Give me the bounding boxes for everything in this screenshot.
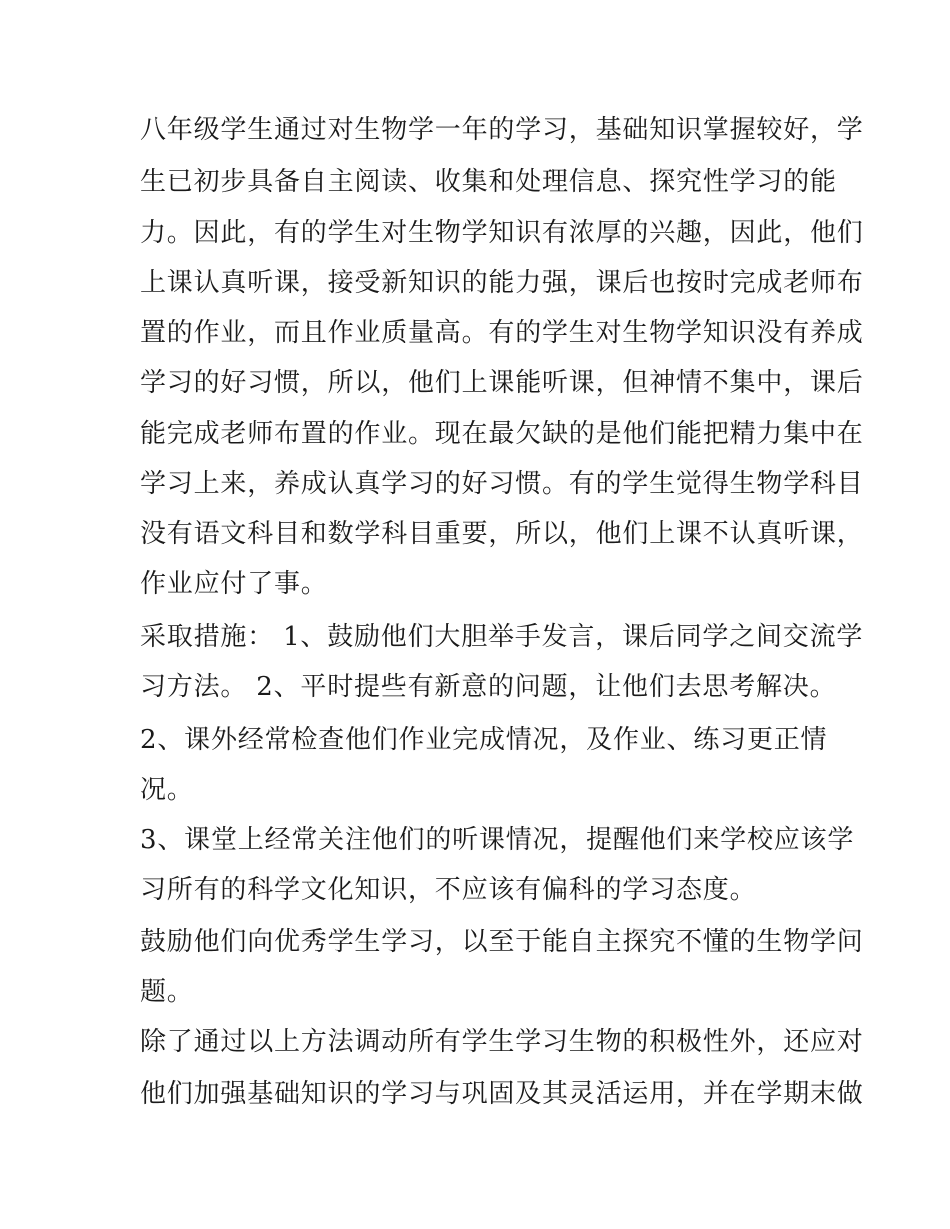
text-line: 学习上来，养成认真学习的好习惯。有的学生觉得生物学科目 [140, 469, 864, 499]
text-line: 能完成老师布置的作业。现在最欠缺的是他们能把精力集中在 [140, 419, 864, 449]
text-line: 除了通过以上方法调动所有学生学习生物的积极性外，还应对 [140, 1027, 864, 1057]
text-line: 3、课堂上经常关注他们的听课情况，提醒他们来学校应该学 [140, 825, 855, 855]
text-line: 鼓励他们向优秀学生学习，以至于能自主探究不懂的生物学问 [140, 927, 864, 957]
text-line: 习方法。 2、平时提些有新意的问题，让他们去思考解决。 [140, 672, 837, 702]
text-line: 生已初步具备自主阅读、收集和处理信息、探究性学习的能 [140, 167, 837, 197]
text-line: 学习的好习惯，所以，他们上课能听课，但神情不集中，课后 [140, 368, 864, 398]
text-line: 力。因此，有的学生对生物学知识有浓厚的兴趣，因此，他们 [140, 218, 864, 248]
text-line: 置的作业，而且作业质量高。有的学生对生物学知识没有养成 [140, 318, 864, 348]
text-line: 习所有的科学文化知识，不应该有偏科的学习态度。 [140, 875, 757, 905]
text-line: 作业应付了事。 [140, 569, 328, 599]
text-line: 况。 [140, 775, 194, 805]
text-line: 题。 [140, 977, 194, 1007]
text-line: 上课认真听课，接受新知识的能力强，课后也按时完成老师布 [140, 268, 864, 298]
text-line: 他们加强基础知识的学习与巩固及其灵活运用，并在学期末做 [140, 1079, 864, 1109]
text-line: 2、课外经常检查他们作业完成情况，及作业、练习更正情 [140, 725, 828, 755]
text-line: 八年级学生通过对生物学一年的学习，基础知识掌握较好，学 [140, 115, 864, 145]
text-line: 没有语文科目和数学科目重要，所以，他们上课不认真听课， [140, 519, 864, 549]
text-line: 采取措施： 1、鼓励他们大胆举手发言，课后同学之间交流学 [140, 622, 864, 652]
